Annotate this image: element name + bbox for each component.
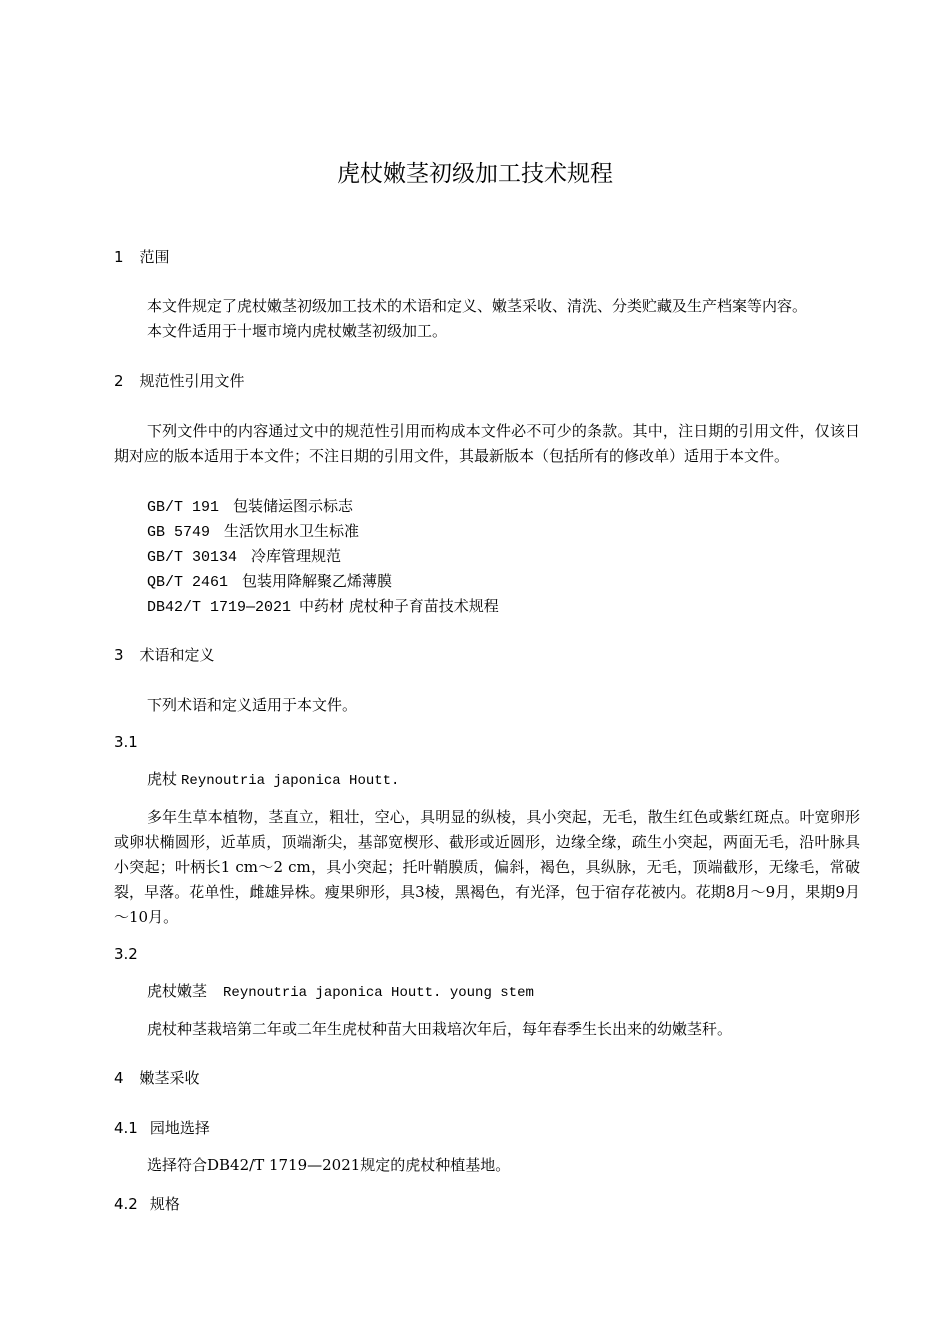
reference-code: GB 5749 (147, 524, 211, 541)
term-chinese: 虎杖 (147, 770, 178, 788)
reference-code: QB/T 2461 (147, 574, 229, 591)
section-title: 术语和定义 (139, 646, 215, 664)
paragraph: 选择符合DB42/T 1719—2021规定的虎杖种植基地。 (147, 1156, 511, 1174)
paragraph: 本文件适用于十堰市境内虎杖嫩茎初级加工。 (147, 322, 448, 340)
subsection-number: 4.1 (114, 1119, 138, 1137)
reference-name: 中药材 虎杖种子育苗技术规程 (299, 597, 499, 615)
section-title: 范围 (139, 248, 170, 266)
reference-name: 包装储运图示标志 (233, 497, 354, 515)
term-definition: 多年生草本植物，茎直立，粗壮，空心，具明显的纵棱，具小突起，无毛，散生红色或紫红斑点。叶宽卵形或卵状椭圆形，近革质，顶端渐尖，基部宽楔形、截形或近圆形，边缘全缘，疏生小突起，两面无毛，沿叶脉具小突起；叶柄长1 cm～2 cm，具小突起；托叶鞘膜质，偏斜，褐色，具纵脉，无毛，顶端截形，无缘毛，常破裂，早落。花单性，雌雄异株。瘦果卵形，具3棱，黑褐色，有光泽，包于宿存花被内。花期8月～9月，果期9月～10月。 (114, 808, 860, 926)
section-number: 3 (114, 646, 124, 664)
term-latin: Reynoutria japonica Houtt. young stem (223, 985, 534, 1001)
section-number: 2 (114, 372, 124, 390)
reference-item (147, 519, 359, 545)
reference-name: 生活饮用水卫生标准 (224, 522, 360, 540)
term-heading (147, 768, 399, 792)
subsection-4-2-heading (114, 1193, 180, 1215)
section-1-heading (114, 246, 170, 268)
paragraph: 下列术语和定义适用于本文件。 (147, 696, 358, 714)
reference-code: GB/T 191 (147, 499, 220, 516)
term-number: 3.2 (114, 945, 138, 963)
term-number: 3.1 (114, 733, 138, 751)
section-title: 规范性引用文件 (139, 372, 245, 390)
term-latin: Reynoutria japonica Houtt. (181, 773, 400, 789)
reference-item (147, 594, 499, 620)
reference-item (147, 544, 341, 570)
term-heading (147, 980, 534, 1004)
section-number: 1 (114, 248, 124, 266)
term-definition: 虎杖种茎栽培第二年或二年生虎杖种苗大田栽培次年后，每年春季生长出来的幼嫩茎秆。 (147, 1020, 733, 1038)
subsection-title: 规格 (149, 1195, 180, 1213)
reference-item (147, 569, 392, 595)
reference-code: DB42/T 1719—2021 (147, 599, 292, 616)
section-title: 嫩茎采收 (139, 1069, 200, 1087)
reference-name: 冷库管理规范 (251, 547, 342, 565)
section-4-heading (114, 1067, 200, 1089)
section-3-heading (114, 644, 215, 666)
reference-name: 包装用降解聚乙烯薄膜 (242, 572, 393, 590)
subsection-number: 4.2 (114, 1195, 138, 1213)
paragraph: 下列文件中的内容通过文中的规范性引用而构成本文件必不可少的条款。其中，注日期的引用文件，仅该日期对应的版本适用于本文件；不注日期的引用文件，其最新版本（包括所有的修改单）适用于本文件。 (114, 422, 860, 465)
document-title: 虎杖嫩茎初级加工技术规程 (337, 161, 613, 187)
subsection-4-1-heading (114, 1117, 210, 1139)
term-chinese: 虎杖嫩茎 (147, 982, 208, 1000)
paragraph: 本文件规定了虎杖嫩茎初级加工技术的术语和定义、嫩茎采收、清洗、分类贮藏及生产档案等内容。 (147, 297, 808, 315)
reference-code: GB/T 30134 (147, 549, 238, 566)
section-2-heading (114, 370, 245, 392)
reference-item (147, 494, 353, 520)
section-number: 4 (114, 1069, 124, 1087)
subsection-title: 园地选择 (149, 1119, 210, 1137)
